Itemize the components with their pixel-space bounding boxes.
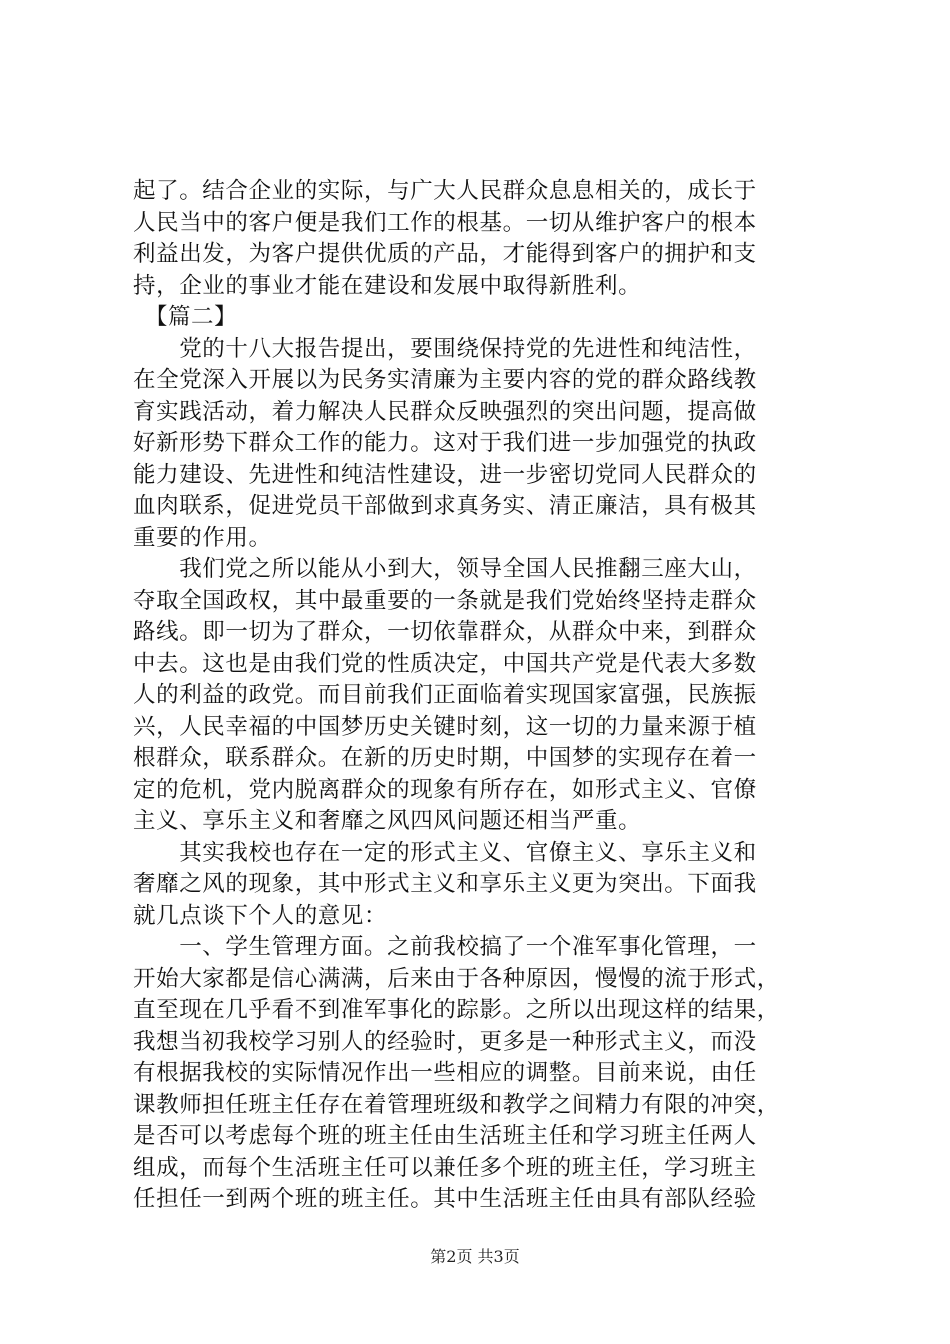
text-line: 人民当中的客户便是我们工作的根基。一切从维护客户的根本	[133, 209, 757, 236]
text-line: 路线。即一切为了群众，一切依靠群众，从群众中来，到群众	[133, 619, 757, 645]
text-line: 任担任一到两个班的班主任。其中生活班主任由具有部队经验	[133, 1186, 757, 1212]
text-line: 利益出发，为客户提供优质的产品，才能得到客户的拥护和支	[133, 241, 757, 267]
text-line: 一、学生管理方面。之前我校搞了一个准军事化管理，一	[133, 934, 757, 960]
text-line: 组成，而每个生活班主任可以兼任多个班的班主任，学习班主	[133, 1154, 757, 1181]
text-line: 兴，人民幸福的中国梦历史关键时刻，这一切的力量来源于植	[133, 713, 757, 740]
text-line: 开始大家都是信心满满，后来由于各种原因，慢慢的流于形式，	[133, 965, 780, 992]
page-footer: 第2页 共3页	[430, 1247, 520, 1266]
text-line: 我想当初我校学习别人的经验时，更多是一种形式主义，而没	[133, 1028, 757, 1055]
text-line: 起了。结合企业的实际，与广大人民群众息息相关的，成长于	[133, 178, 757, 204]
text-line: 血肉联系，促进党员干部做到求真务实、清正廉洁，具有极其	[133, 493, 757, 519]
document-body	[133, 176, 833, 1216]
text-line: 主义、享乐主义和奢靡之风四风问题还相当严重。	[133, 808, 642, 834]
text-line: 人的利益的政党。而目前我们正面临着实现国家富强，民族振	[133, 682, 757, 708]
text-line: 党的十八大报告提出，要围绕保持党的先进性和纯洁性，	[133, 335, 757, 362]
section-heading: 【篇二】	[133, 304, 238, 330]
text-line: 我们党之所以能从小到大，领导全国人民推翻三座大山，	[133, 556, 757, 582]
text-line: 中去。这也是由我们党的性质决定，中国共产党是代表大多数	[133, 650, 757, 677]
text-line: 持，企业的事业才能在建设和发展中取得新胜利。	[133, 272, 642, 299]
text-line: 好新形势下群众工作的能力。这对于我们进一步加强党的执政	[133, 430, 757, 456]
text-line: 育实践活动，着力解决人民群众反映强烈的突出问题，提高做	[133, 398, 757, 425]
text-line: 夺取全国政权，其中最重要的一条就是我们党始终坚持走群众	[133, 587, 757, 614]
text-line: 课教师担任班主任存在着管理班级和教学之间精力有限的冲突，	[133, 1091, 780, 1118]
text-line: 根群众，联系群众。在新的历史时期，中国梦的实现存在着一	[133, 745, 757, 771]
text-line: 是否可以考虑每个班的班主任由生活班主任和学习班主任两人	[133, 1123, 757, 1149]
text-line: 在全党深入开展以为民务实清廉为主要内容的党的群众路线教	[133, 367, 757, 393]
text-line: 直至现在几乎看不到准军事化的踪影。之所以出现这样的结果，	[133, 997, 780, 1023]
text-line: 定的危机，党内脱离群众的现象有所存在，如形式主义、官僚	[133, 776, 757, 803]
text-line: 其实我校也存在一定的形式主义、官僚主义、享乐主义和	[133, 839, 757, 866]
text-line: 有根据我校的实际情况作出一些相应的调整。目前来说，由任	[133, 1060, 757, 1086]
text-line: 重要的作用。	[133, 524, 272, 551]
text-line: 就几点谈下个人的意见：	[133, 902, 388, 929]
text-line: 能力建设、先进性和纯洁性建设，进一步密切党同人民群众的	[133, 461, 757, 488]
text-line: 奢靡之风的现象，其中形式主义和享乐主义更为突出。下面我	[133, 871, 757, 897]
